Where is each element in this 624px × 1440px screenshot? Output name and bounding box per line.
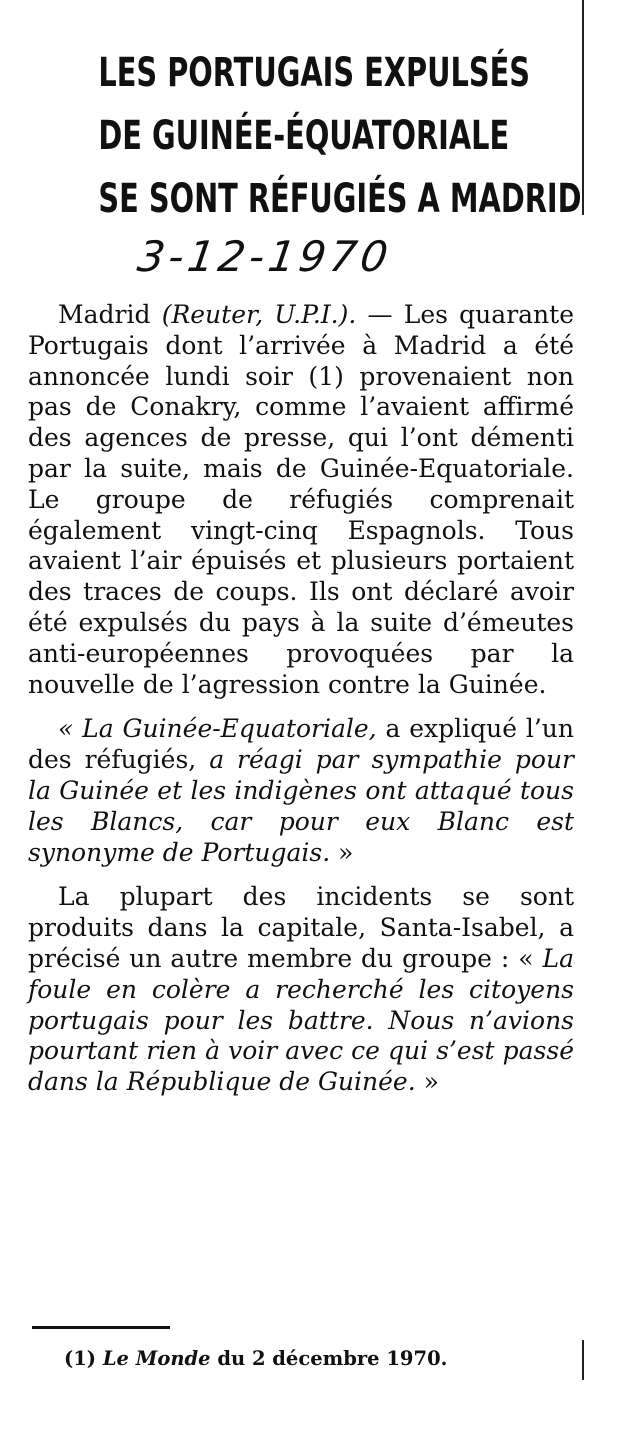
headline (98, 42, 582, 231)
paragraph-1 (28, 300, 574, 700)
handwritten-date: 3-12-1970 (134, 232, 395, 281)
quote-part-b: a réagi par sympathie pour la Guinée et les indigènes ont attaqué tous les Blancs, car pour eux Blanc est synonyme de Portugais. (28, 745, 575, 867)
article-body (28, 300, 574, 1112)
column-rule (582, 0, 584, 215)
paragraph-3 (28, 882, 574, 1098)
paragraph-3-text: La plupart des incidents se sont produits dans la capitale, Santa-Isabel, a précisé un autre membre du groupe : « (28, 882, 574, 973)
footnote-marker: (1) (64, 1347, 97, 1370)
quote-close-2: » (423, 1067, 439, 1097)
footnote (64, 1346, 584, 1372)
paragraph-1-text: — Les quarante Portugais dont l’arrivée à Madrid a été annoncée lundi soir (1) provenaient non pas de Conakry, comme l’avaient affirmé des agences de presse, qui l’ont démenti par la suite, mais de Guinée-Equatoriale. Le groupe de réfugiés comprenait également vingt-cinq Espagnols. Tous avaient l’air épuisés et plusieurs portaient des traces de coups. Ils ont déclaré avoir été expulsés du pays à la suite d’émeutes anti-européennes provoquées par la nouvelle de l’agression contre la Guinée. (28, 300, 574, 699)
footnote-text: du 2 décembre 1970. (217, 1347, 448, 1370)
paragraph-2 (28, 714, 574, 868)
paragraph-3-quote: La foule en colère a recherché les citoyens portugais pour les battre. Nous n’avions pourtant rien à voir avec ce qui s’est passé dans la République de Guinée. (28, 943, 574, 1097)
footnote-publication: Le Monde (102, 1347, 211, 1370)
paragraph-2-text: a expliqué l’un des réfugiés, (28, 714, 574, 775)
footnote-rule (32, 1326, 170, 1329)
quote-close: » (338, 837, 354, 867)
headline-line-2: DE GUINÉE-ÉQUATORIALE (98, 113, 510, 159)
quote-part-a: « La Guinée-Equatoriale, (58, 714, 377, 744)
headline-line-1: LES PORTUGAIS EXPULSÉS (98, 50, 530, 96)
dateline-place: Madrid (58, 300, 151, 329)
dateline-sources: (Reuter, U.P.I.). (161, 300, 357, 329)
headline-line-3: SE SONT RÉFUGIÉS A MADRID (98, 176, 582, 222)
